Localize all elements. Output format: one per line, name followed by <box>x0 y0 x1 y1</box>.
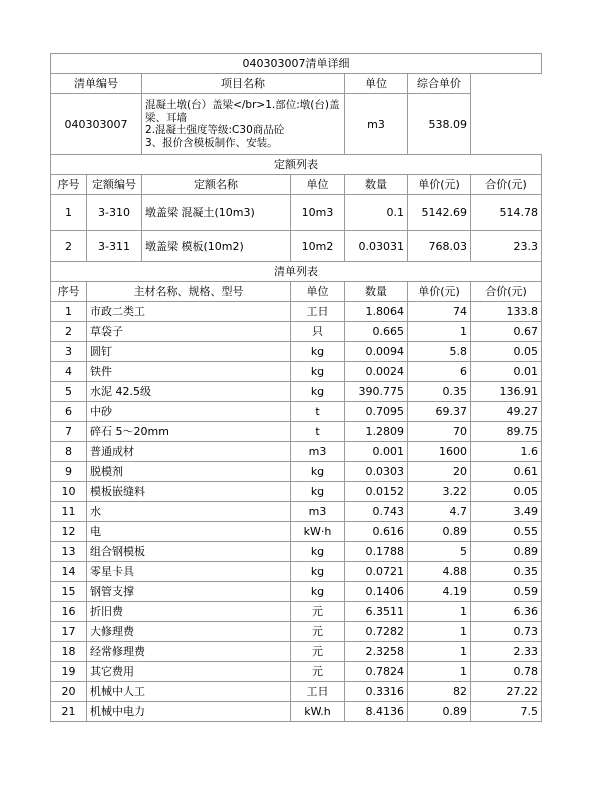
material-total: 0.67 <box>471 322 542 342</box>
material-name: 水泥 42.5级 <box>87 382 291 402</box>
material-row <box>51 342 542 362</box>
material-unit: kg <box>291 382 345 402</box>
item-name-line: 3、报价含模板制作、安装。 <box>145 136 278 149</box>
item-price-header: 综合单价 <box>408 74 471 94</box>
material-no: 1 <box>51 302 87 322</box>
material-row <box>51 642 542 662</box>
material-price: 5.8 <box>408 342 471 362</box>
materials-unit-header: 单位 <box>291 282 345 302</box>
material-total: 6.36 <box>471 602 542 622</box>
material-name: 钢管支撑 <box>87 582 291 602</box>
material-total: 49.27 <box>471 402 542 422</box>
material-row <box>51 662 542 682</box>
material-qty: 0.1406 <box>345 582 408 602</box>
material-no: 19 <box>51 662 87 682</box>
material-no: 2 <box>51 322 87 342</box>
material-qty: 0.665 <box>345 322 408 342</box>
material-row <box>51 562 542 582</box>
material-name: 机械中人工 <box>87 682 291 702</box>
material-unit: 工日 <box>291 302 345 322</box>
material-price: 3.22 <box>408 482 471 502</box>
quota-name-header: 定额名称 <box>142 175 291 195</box>
material-name: 折旧费 <box>87 602 291 622</box>
material-price: 82 <box>408 682 471 702</box>
material-no: 10 <box>51 482 87 502</box>
material-row <box>51 622 542 642</box>
material-row <box>51 362 542 382</box>
material-price: 70 <box>408 422 471 442</box>
quota-total: 23.3 <box>471 231 542 262</box>
item-name-line: 混凝土墩(台）盖梁</br>1.部位:墩(台)盖梁、耳墙 <box>145 99 340 124</box>
material-unit: 工日 <box>291 682 345 702</box>
material-total: 1.6 <box>471 442 542 462</box>
item-code-header: 清单编号 <box>51 74 142 94</box>
material-qty: 0.0303 <box>345 462 408 482</box>
material-qty: 0.0094 <box>345 342 408 362</box>
material-unit: 元 <box>291 622 345 642</box>
materials-qty-header: 数量 <box>345 282 408 302</box>
page-title: 040303007清单详细 <box>51 54 542 74</box>
material-unit: t <box>291 422 345 442</box>
quota-code: 3-311 <box>87 231 142 262</box>
quota-code-header: 定额编号 <box>87 175 142 195</box>
item-price: 538.09 <box>408 94 471 155</box>
material-total: 0.61 <box>471 462 542 482</box>
material-unit: 元 <box>291 602 345 622</box>
material-row <box>51 502 542 522</box>
material-unit: kg <box>291 562 345 582</box>
material-price: 5 <box>408 542 471 562</box>
title-row <box>51 54 542 74</box>
material-qty: 2.3258 <box>345 642 408 662</box>
material-qty: 390.775 <box>345 382 408 402</box>
material-unit: kg <box>291 542 345 562</box>
material-unit: 元 <box>291 662 345 682</box>
material-no: 13 <box>51 542 87 562</box>
item-unit-header: 单位 <box>345 74 408 94</box>
material-name: 大修理费 <box>87 622 291 642</box>
material-price: 0.89 <box>408 702 471 722</box>
quota-name: 墩盖梁 模板(10m2) <box>142 231 291 262</box>
quota-section-title: 定额列表 <box>51 155 542 175</box>
material-qty: 0.001 <box>345 442 408 462</box>
quota-no: 1 <box>51 195 87 231</box>
material-qty: 0.0024 <box>345 362 408 382</box>
material-no: 4 <box>51 362 87 382</box>
material-total: 0.73 <box>471 622 542 642</box>
material-price: 1 <box>408 602 471 622</box>
material-total: 3.49 <box>471 502 542 522</box>
material-price: 1 <box>408 622 471 642</box>
material-price: 0.35 <box>408 382 471 402</box>
material-no: 3 <box>51 342 87 362</box>
material-row <box>51 482 542 502</box>
materials-header-row <box>51 282 542 302</box>
material-name: 经常修理费 <box>87 642 291 662</box>
quota-code: 3-310 <box>87 195 142 231</box>
material-qty: 0.0152 <box>345 482 408 502</box>
material-total: 0.78 <box>471 662 542 682</box>
materials-price-header: 单价(元) <box>408 282 471 302</box>
material-no: 11 <box>51 502 87 522</box>
quota-total: 514.78 <box>471 195 542 231</box>
material-total: 27.22 <box>471 682 542 702</box>
material-total: 0.05 <box>471 482 542 502</box>
material-name: 圆钉 <box>87 342 291 362</box>
material-name: 碎石 5～20mm <box>87 422 291 442</box>
material-qty: 8.4136 <box>345 702 408 722</box>
material-row <box>51 582 542 602</box>
item-name-header: 项目名称 <box>142 74 345 94</box>
item-header-row <box>51 74 542 94</box>
material-row <box>51 402 542 422</box>
material-price: 4.88 <box>408 562 471 582</box>
quota-qty: 0.1 <box>345 195 408 231</box>
material-unit: m3 <box>291 442 345 462</box>
materials-total-header: 合价(元) <box>471 282 542 302</box>
material-name: 水 <box>87 502 291 522</box>
bill-detail-table <box>50 53 542 722</box>
quota-unit: 10m3 <box>291 195 345 231</box>
material-total: 133.8 <box>471 302 542 322</box>
material-qty: 0.7282 <box>345 622 408 642</box>
quota-header-row <box>51 175 542 195</box>
item-row <box>51 94 542 155</box>
material-unit: kg <box>291 342 345 362</box>
material-row <box>51 322 542 342</box>
material-no: 17 <box>51 622 87 642</box>
quota-price-header: 单价(元) <box>408 175 471 195</box>
material-qty: 0.1788 <box>345 542 408 562</box>
material-row <box>51 462 542 482</box>
quota-price: 768.03 <box>408 231 471 262</box>
material-row <box>51 422 542 442</box>
material-total: 89.75 <box>471 422 542 442</box>
material-qty: 0.743 <box>345 502 408 522</box>
material-row <box>51 442 542 462</box>
material-name: 脱模剂 <box>87 462 291 482</box>
material-unit: t <box>291 402 345 422</box>
item-name <box>142 94 345 155</box>
material-total: 0.59 <box>471 582 542 602</box>
material-name: 零星卡具 <box>87 562 291 582</box>
quota-row <box>51 195 542 231</box>
quota-no-header: 序号 <box>51 175 87 195</box>
material-no: 12 <box>51 522 87 542</box>
material-row <box>51 522 542 542</box>
material-price: 1 <box>408 642 471 662</box>
quota-total-header: 合价(元) <box>471 175 542 195</box>
material-qty: 0.7824 <box>345 662 408 682</box>
material-no: 20 <box>51 682 87 702</box>
material-unit: kg <box>291 482 345 502</box>
item-unit: m3 <box>345 94 408 155</box>
material-name: 电 <box>87 522 291 542</box>
quota-price: 5142.69 <box>408 195 471 231</box>
materials-section-row <box>51 262 542 282</box>
quota-qty: 0.03031 <box>345 231 408 262</box>
material-unit: m3 <box>291 502 345 522</box>
material-total: 0.01 <box>471 362 542 382</box>
material-no: 14 <box>51 562 87 582</box>
item-code: 040303007 <box>51 94 142 155</box>
material-qty: 0.616 <box>345 522 408 542</box>
materials-section-title: 清单列表 <box>51 262 542 282</box>
material-price: 1 <box>408 322 471 342</box>
material-price: 6 <box>408 362 471 382</box>
material-price: 1600 <box>408 442 471 462</box>
materials-name-header: 主材名称、规格、型号 <box>87 282 291 302</box>
material-qty: 0.0721 <box>345 562 408 582</box>
material-no: 21 <box>51 702 87 722</box>
material-qty: 0.7095 <box>345 402 408 422</box>
material-price: 69.37 <box>408 402 471 422</box>
material-no: 18 <box>51 642 87 662</box>
quota-unit-header: 单位 <box>291 175 345 195</box>
material-no: 16 <box>51 602 87 622</box>
quota-unit: 10m2 <box>291 231 345 262</box>
material-qty: 0.3316 <box>345 682 408 702</box>
quota-qty-header: 数量 <box>345 175 408 195</box>
material-total: 0.35 <box>471 562 542 582</box>
item-name-line: 2.混凝土强度等级:C30商品砼 <box>145 124 285 136</box>
material-name: 普通成材 <box>87 442 291 462</box>
material-unit: 元 <box>291 642 345 662</box>
material-name: 市政二类工 <box>87 302 291 322</box>
material-row <box>51 382 542 402</box>
quota-row <box>51 231 542 262</box>
material-unit: kW.h <box>291 702 345 722</box>
material-no: 5 <box>51 382 87 402</box>
material-total: 0.05 <box>471 342 542 362</box>
material-unit: kg <box>291 462 345 482</box>
material-total: 2.33 <box>471 642 542 662</box>
material-unit: 只 <box>291 322 345 342</box>
material-name: 中砂 <box>87 402 291 422</box>
quota-section-row <box>51 155 542 175</box>
material-row <box>51 302 542 322</box>
material-name: 铁件 <box>87 362 291 382</box>
materials-no-header: 序号 <box>51 282 87 302</box>
material-unit: kW·h <box>291 522 345 542</box>
material-name: 机械中电力 <box>87 702 291 722</box>
material-no: 8 <box>51 442 87 462</box>
material-name: 草袋子 <box>87 322 291 342</box>
material-qty: 6.3511 <box>345 602 408 622</box>
material-row <box>51 682 542 702</box>
material-price: 4.7 <box>408 502 471 522</box>
material-qty: 1.2809 <box>345 422 408 442</box>
material-total: 0.55 <box>471 522 542 542</box>
material-name: 模板嵌缝料 <box>87 482 291 502</box>
material-price: 4.19 <box>408 582 471 602</box>
material-row <box>51 702 542 722</box>
material-qty: 1.8064 <box>345 302 408 322</box>
material-total: 7.5 <box>471 702 542 722</box>
material-price: 20 <box>408 462 471 482</box>
quota-name: 墩盖梁 混凝土(10m3) <box>142 195 291 231</box>
material-no: 7 <box>51 422 87 442</box>
material-price: 74 <box>408 302 471 322</box>
material-no: 15 <box>51 582 87 602</box>
material-unit: kg <box>291 582 345 602</box>
material-row <box>51 602 542 622</box>
material-price: 1 <box>408 662 471 682</box>
material-no: 6 <box>51 402 87 422</box>
material-price: 0.89 <box>408 522 471 542</box>
material-row <box>51 542 542 562</box>
material-no: 9 <box>51 462 87 482</box>
material-name: 其它费用 <box>87 662 291 682</box>
material-total: 136.91 <box>471 382 542 402</box>
material-total: 0.89 <box>471 542 542 562</box>
quota-no: 2 <box>51 231 87 262</box>
material-name: 组合钢模板 <box>87 542 291 562</box>
material-unit: kg <box>291 362 345 382</box>
